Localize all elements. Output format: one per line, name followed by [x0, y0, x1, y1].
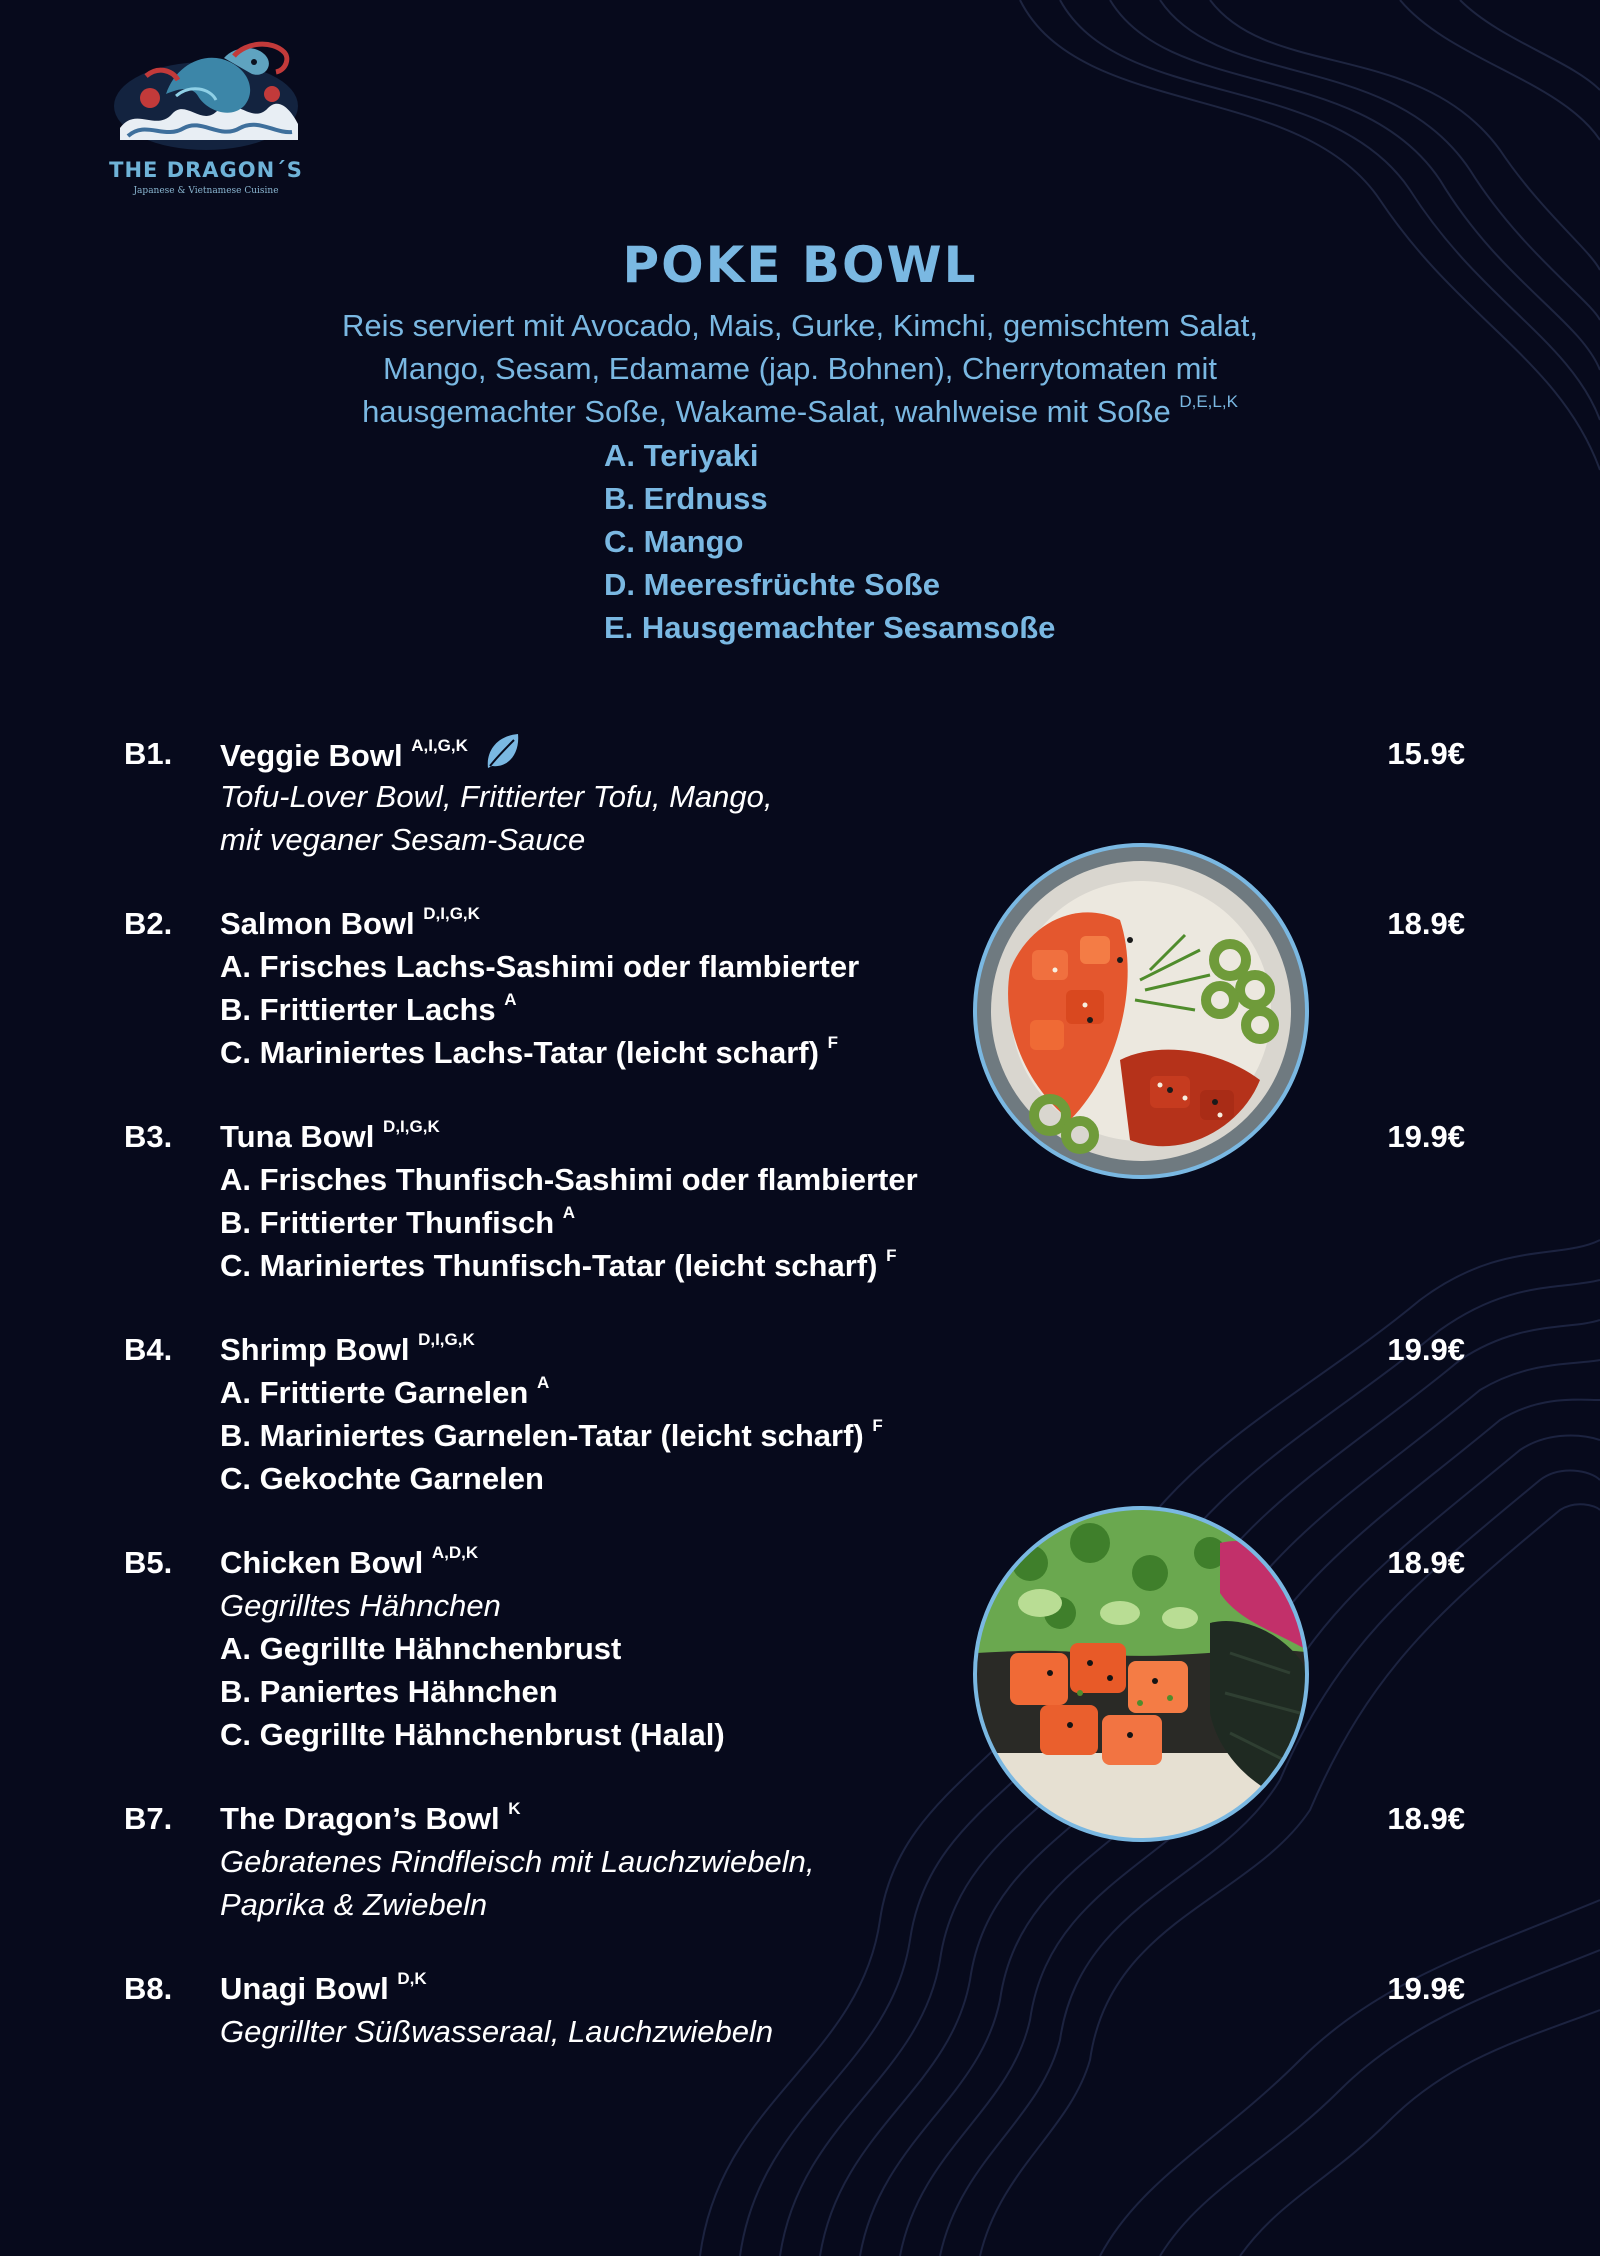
- item-allergens: A,D,K: [431, 1543, 479, 1562]
- item-allergens: D,K: [397, 1969, 427, 1988]
- item-price: 19.9€: [1387, 1332, 1465, 1367]
- sauce-option: E. Hausgemachter Sesamsoße: [604, 610, 1056, 645]
- sauce-option: D. Meeresfrüchte Soße: [604, 567, 940, 602]
- item-options: [220, 945, 859, 1074]
- item-line: Paprika & Zwiebeln: [220, 1887, 488, 1922]
- allergen-codes: D,E,L,K: [1179, 392, 1238, 411]
- option-allergen: F: [886, 1246, 897, 1265]
- item-name: [220, 902, 480, 945]
- item-code: B3.: [124, 1119, 173, 1154]
- item-line: Gegrillter Süßwasseraal, Lauchzwiebeln: [220, 2014, 774, 2049]
- option-text: C. Gekochte Garnelen: [220, 1461, 544, 1496]
- item-name: [220, 1967, 427, 2010]
- item-code: B8.: [124, 1971, 173, 2006]
- item-description: [220, 775, 773, 861]
- brand-subtitle: Japanese & Vietnamese Cuisine: [133, 186, 279, 196]
- item-name-text: Unagi Bowl: [220, 1971, 389, 2006]
- item-option: [220, 1371, 883, 1414]
- sauce-option: C. Mango: [604, 524, 744, 559]
- item-name-text: Shrimp Bowl: [220, 1332, 410, 1367]
- item-code: B1.: [124, 736, 173, 771]
- item-name-text: Tuna Bowl: [220, 1119, 375, 1154]
- item-options: [220, 1371, 883, 1500]
- item-option: C. Gegrillte Hähnchenbrust (Halal): [220, 1717, 725, 1752]
- item-name-text: Veggie Bowl: [220, 738, 403, 773]
- item-options: [220, 1158, 918, 1287]
- item-code: B7.: [124, 1801, 173, 1836]
- item-price: 19.9€: [1387, 1971, 1465, 2006]
- restaurant-logo: [86, 36, 326, 196]
- item-name: [220, 1797, 521, 1840]
- item-allergens: K: [508, 1799, 521, 1818]
- item-name-text: Chicken Bowl: [220, 1545, 424, 1580]
- item-option: A. Gegrillte Hähnchenbrust: [220, 1631, 622, 1666]
- item-price: 19.9€: [1387, 1119, 1465, 1154]
- item-name: [220, 1328, 475, 1371]
- item-price: 18.9€: [1387, 1801, 1465, 1836]
- item-name-text: Salmon Bowl: [220, 906, 415, 941]
- item-name: [220, 1541, 478, 1584]
- item-code: B5.: [124, 1545, 173, 1580]
- item-line: mit veganer Sesam-Sauce: [220, 822, 586, 857]
- item-name: [220, 1115, 440, 1158]
- item-option: [220, 1244, 918, 1287]
- item-option: [220, 1031, 859, 1074]
- poke-bowl-photo: [970, 1503, 1312, 1845]
- item-option: [220, 1158, 918, 1201]
- item-option: [220, 945, 859, 988]
- sauce-option: B. Erdnuss: [604, 481, 768, 516]
- description-text: hausgemachter Soße, Wakame-Salat, wahlweise mit Soße: [362, 394, 1171, 429]
- item-description: [220, 1840, 814, 1926]
- item-options: [220, 1584, 725, 1756]
- brand-name: THE DRAGON´S: [109, 158, 303, 182]
- item-price: 18.9€: [1387, 906, 1465, 941]
- item-price: 18.9€: [1387, 1545, 1465, 1580]
- option-text: A. Frisches Lachs-Sashimi oder flambierter: [220, 949, 860, 984]
- option-text: A. Frisches Thunfisch-Sashimi oder flambierter: [220, 1162, 918, 1197]
- leaf-icon: [484, 732, 520, 772]
- section-description: [200, 304, 1400, 433]
- sauce-option: A. Teriyaki: [604, 438, 759, 473]
- dragon-logo-icon: [106, 36, 306, 154]
- item-name-text: The Dragon’s Bowl: [220, 1801, 500, 1836]
- salmon-bowl-photo: [970, 840, 1312, 1182]
- item-line: Tofu-Lover Bowl, Frittierter Tofu, Mango,: [220, 779, 773, 814]
- option-text: C. Mariniertes Thunfisch-Tatar (leicht scharf): [220, 1248, 878, 1283]
- option-allergen: F: [827, 1033, 838, 1052]
- section-title: POKE BOWL: [622, 236, 978, 294]
- item-code: B4.: [124, 1332, 173, 1367]
- description-line: Mango, Sesam, Edamame (jap. Bohnen), Cherrytomaten mit: [383, 351, 1217, 386]
- option-text: C. Mariniertes Lachs-Tatar (leicht scharf): [220, 1035, 819, 1070]
- item-description: [220, 2010, 773, 2053]
- item-allergens: D,I,G,K: [418, 1330, 475, 1349]
- item-allergens: D,I,G,K: [423, 904, 480, 923]
- description-line: Reis serviert mit Avocado, Mais, Gurke, Kimchi, gemischtem Salat,: [342, 308, 1258, 343]
- description-line: [200, 390, 1400, 433]
- item-price: 15.9€: [1387, 736, 1465, 771]
- item-code: B2.: [124, 906, 173, 941]
- sauce-options: [604, 434, 1055, 649]
- item-option: B. Paniertes Hähnchen: [220, 1674, 558, 1709]
- item-option: [220, 1201, 918, 1244]
- item-allergens: D,I,G,K: [383, 1117, 440, 1136]
- option-text: B. Frittierter Lachs: [220, 992, 496, 1027]
- option-allergen: F: [872, 1416, 883, 1435]
- item-option: [220, 988, 859, 1031]
- option-text: B. Mariniertes Garnelen-Tatar (leicht scharf): [220, 1418, 864, 1453]
- item-allergens: A,I,G,K: [411, 736, 468, 755]
- item-name: [220, 732, 520, 777]
- option-text: B. Frittierter Thunfisch: [220, 1205, 555, 1240]
- option-text: A. Frittierte Garnelen: [220, 1375, 529, 1410]
- option-allergen: A: [536, 1373, 550, 1392]
- item-line: Gebratenes Rindfleisch mit Lauchzwiebeln,: [220, 1844, 815, 1879]
- option-allergen: A: [504, 990, 517, 1009]
- option-allergen: A: [562, 1203, 576, 1222]
- item-option: [220, 1457, 883, 1500]
- item-line: Gegrilltes Hähnchen: [220, 1588, 501, 1623]
- item-option: [220, 1414, 883, 1457]
